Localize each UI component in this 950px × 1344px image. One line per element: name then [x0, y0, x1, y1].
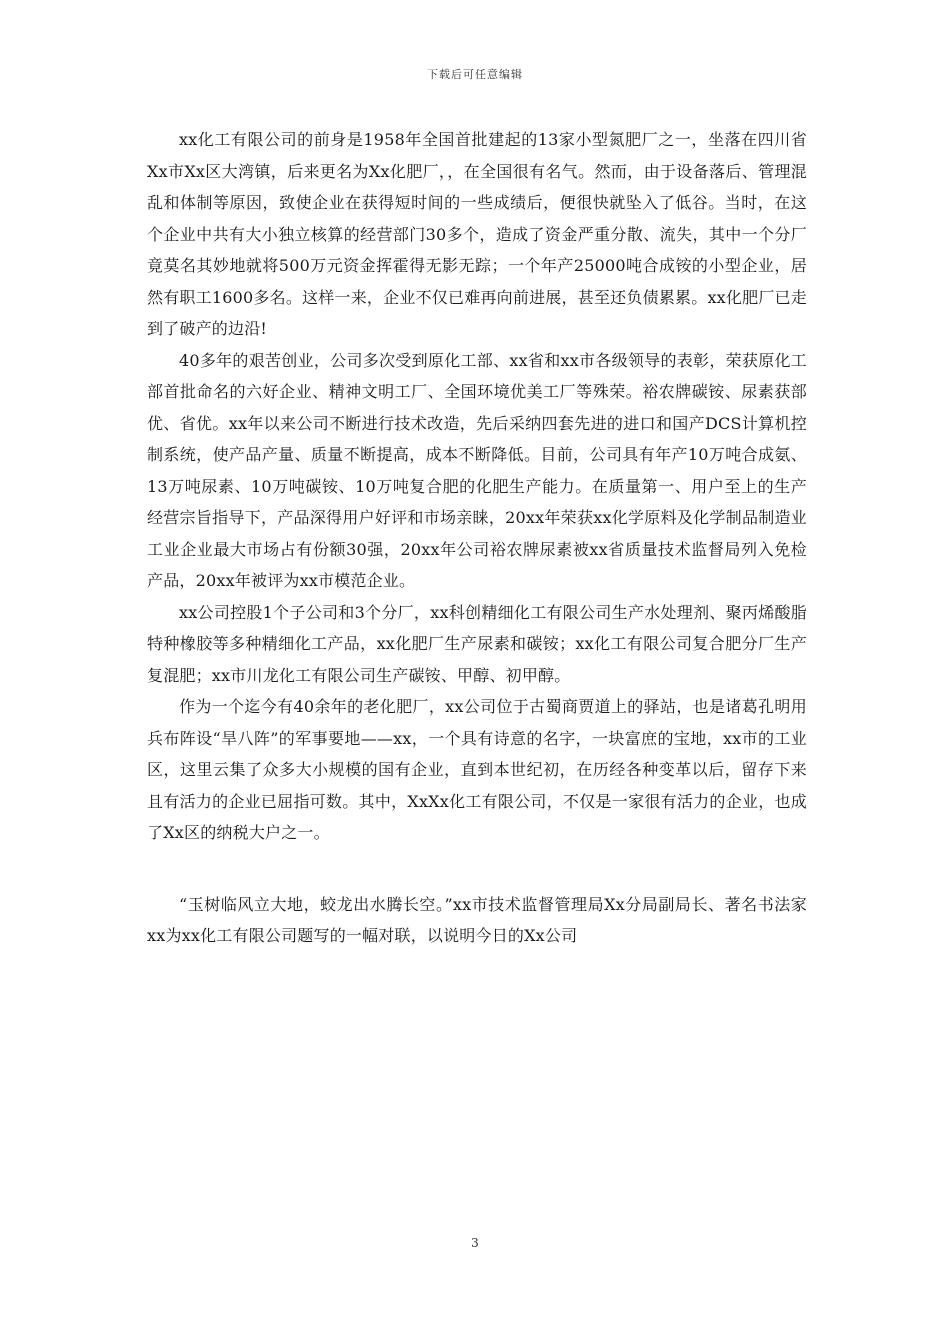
paragraph-location: 作为一个迄今有40余年的老化肥厂，xx公司位于古蜀商贾道上的驿站，也是诸葛孔明用兵布阵设“旱八阵”的军事要地——xx，一个具有诗意的名字，一块富庶的宝地，xx市的工业区，这里云集了众多大小规模的国有企业，直到本世纪初，在历经各种变革以后，留存下来且有活力的企业已屈指可数。其中，XxXx化工有限公司，不仅是一家很有活力的企业，也成了Xx区的纳税大户之一。: [147, 697, 807, 842]
page-header-note: 下载后可任意编辑: [427, 68, 523, 81]
paragraph-couplet: “玉树临风立大地，蛟龙出水腾长空。”xx市技术监督管理局Xx分局副局长、著名书法家xx为xx化工有限公司题写的一幅对联，以说明今日的Xx公司: [147, 894, 807, 945]
paragraph-spacer: [147, 849, 807, 889]
document-body: [147, 124, 807, 952]
paragraph-company-history: xx化工有限公司的前身是1958年全国首批建起的13家小型氮肥厂之一，坐落在四川省Xx市Xx区大湾镇，后来更名为Xx化肥厂，，在全国很有名气。然而，由于设备落后、管理混乱和体制等原因，致使企业在获得短时间的一些成绩后，便很快就坠入了低谷。当时，在这个企业中共有大小独立核算的经营部门30多个，造成了资金严重分散、流失，其中一个分厂竟莫名其妙地就将500万元资金挥霍得无影无踪；一个年产25000吨合成铵的小型企业，居然有职工1600多名。这样一来，企业不仅已难再向前进展，甚至还负债累累。xx化肥厂已走到了破产的边沿!: [147, 130, 807, 338]
paragraph-achievements: 40多年的艰苦创业，公司多次受到原化工部、xx省和xx市各级领导的表彰，荣获原化工部首批命名的六好企业、精神文明工厂、全国环境优美工厂等殊荣。裕农牌碳铵、尿素获部优、省优。xx年以来公司不断进行技术改造，先后采纳四套先进的进口和国产DCS计算机控制系统，使产品产量、质量不断提高，成本不断降低。目前，公司具有年产10万吨合成氨、13万吨尿素、10万吨碳铵、10万吨复合肥的化肥生产能力。在质量第一、用户至上的生产经营宗旨指导下，产品深得用户好评和市场亲睐，20xx年荣获xx化学原料及化学制品制造业工业企业最大市场占有份额30强，20xx年公司裕农牌尿素被xx省质量技术监督局列入免检产品，20xx年被评为xx市模范企业。: [147, 350, 807, 590]
page-number: 3: [471, 1236, 479, 1250]
paragraph-subsidiaries: xx公司控股1个子公司和3个分厂，xx科创精细化工有限公司生产水处理剂、聚丙烯酸脂特种橡胶等多种精细化工产品，xx化肥厂生产尿素和碳铵；xx化工有限公司复合肥分厂生产复混肥；xx市川龙化工有限公司生产碳铵、甲醇、初甲醇。: [147, 602, 807, 685]
